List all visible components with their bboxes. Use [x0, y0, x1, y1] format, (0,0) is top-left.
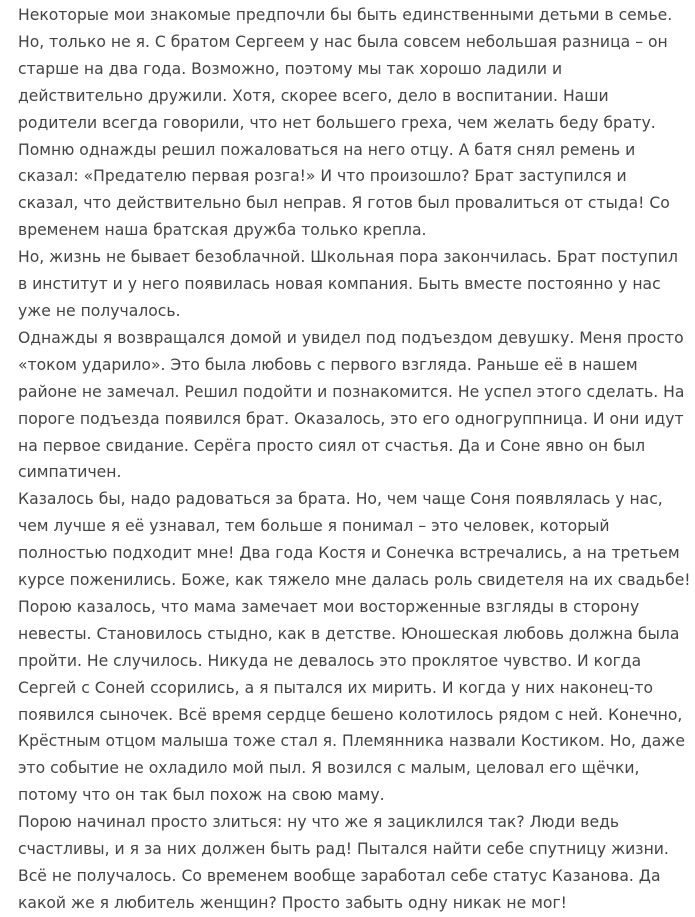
paragraph-4: Казалось бы, надо радоваться за брата. Но, чем чаще Соня появлялась у нас, чем лучше я её узнавал, тем больше я понимал – это человек, который полностью подходит мне! Два года Костя и Сонечка встречались, а на третьем курсе поженились. Боже, как тяжело мне далась роль свидетеля на их свадьбе! Порою казалось, что мама замечает мои восторженные взгляды в сторону невесты. Становилось стыдно, как в детстве. Юношеская любовь должна была пройти. Не случилось. Никуда не девалось это проклятое чувство. И когда Сергей с Соней ссорились, а я пытался их мирить. И когда у них наконец-то появился сыночек. Всё время сердце бешено колотилось рядом с ней. Конечно, Крёстным отцом малыша тоже стал я. Племянника назвали Костиком. Но, даже это событие не охладило мой пыл. Я возился с малым, целовал его щёчки, потому что он так был похож на свою маму.: [18, 490, 691, 805]
paragraph-2: Но, жизнь не бывает безоблачной. Школьная пора закончилась. Брат поступил в институт и у него появилась новая компания. Быть вместе постоянно у нас уже не получалось.: [18, 248, 678, 320]
paragraph-5: Порою начинал просто злиться: ну что же я зациклился так? Люди ведь счастливы, и я за них должен быть рад! Пытался найти себе спутницу жизни. Всё не получалось. Со временем вообще заработал себе статус Казанова. Да какой же я любитель женщин? Просто забыть одну никак не мог!: [18, 813, 669, 912]
paragraph-3: Однажды я возвращался домой и увидел под подъездом девушку. Меня просто «током ударило». Это была любовь с первого взгляда. Раньше её в нашем районе не замечал. Решил подойти и познакомится. Не успел этого сделать. На пороге подъезда появился брат. Оказалось, это его одногруппница. И они идут на первое свидание. Серёга просто сиял от счастья. Да и Соне явно он был симпатичен.: [18, 328, 685, 482]
paragraph-1: Некоторые мои знакомые предпочли бы быть единственными детьми в семье. Но, только не я. С братом Сергеем у нас была совсем небольшая разница – он старше на два года. Возможно, поэтому мы так хорошо ладили и действительно дружили. Хотя, скорее всего, дело в воспитании. Наши родители всегда говорили, что нет большего греха, чем желать беду брату. Помню однажды решил пожаловаться на него отцу. А батя снял ремень и сказал: «Предателю первая розга!» И что произошло? Брат заступился и сказал, что действительно был неправ. Я готов был провалиться от стыда! Со временем наша братская дружба только крепла.: [18, 6, 673, 240]
